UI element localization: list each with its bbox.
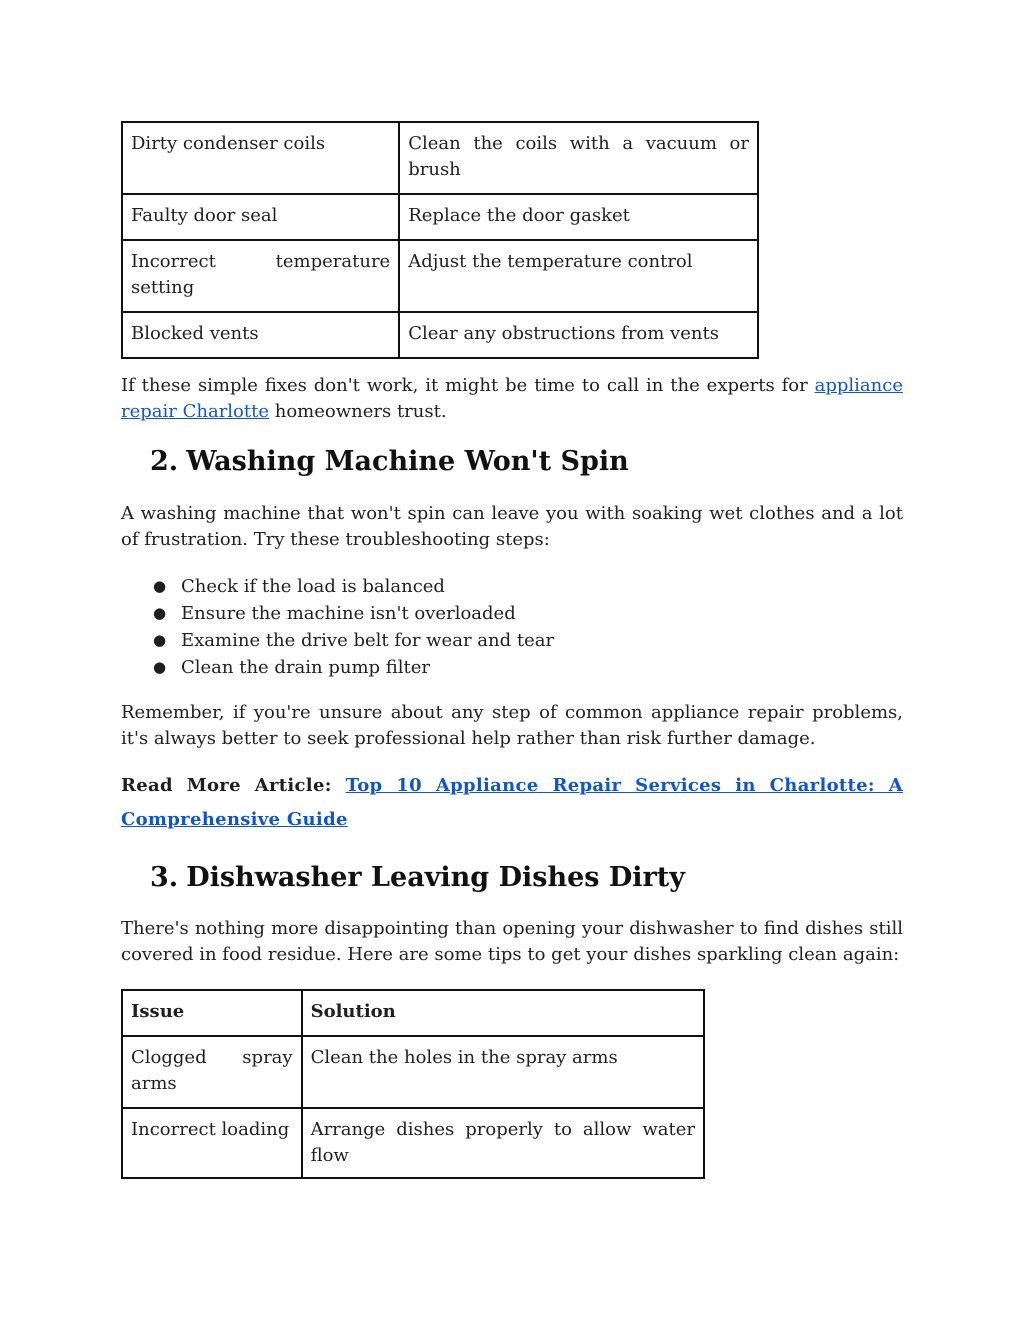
heading-title: Dishwasher Leaving Dishes Dirty	[186, 862, 685, 893]
issue-cell: Faulty door seal	[122, 194, 399, 240]
expert-help-paragraph	[121, 373, 903, 425]
issue-cell: Blocked vents	[122, 312, 399, 358]
solution-cell: Replace the door gasket	[399, 194, 758, 240]
paragraph-text: If these simple fixes don't work, it might be time to call in the experts for	[121, 375, 815, 396]
issue-cell: Dirty condenser coils	[122, 122, 399, 194]
read-more-link[interactable]: Top 10 Appliance Repair Services in Charlotte: A Comprehensive Guide	[121, 775, 903, 830]
list-item-text: Ensure the machine isn't overloaded	[181, 603, 516, 624]
solution-cell: Clean the coils with a vacuum or brush	[399, 122, 758, 194]
issue-cell: Incorrect loading	[122, 1108, 302, 1178]
table-header-row	[122, 990, 704, 1036]
read-more-line	[121, 769, 903, 837]
solution-cell: Arrange dishes properly to allow water flow	[302, 1108, 704, 1178]
bullet-icon: ●	[153, 631, 167, 649]
column-header-solution: Solution	[302, 990, 704, 1036]
dishwasher-intro: There's nothing more disappointing than opening your dishwasher to find dishes still covered in food residue. Here are some tips to get your dishes sparkling clean again:	[121, 918, 903, 965]
table-row	[122, 240, 758, 312]
heading-number: 3.	[150, 862, 179, 893]
column-header-issue: Issue	[122, 990, 302, 1036]
fridge-issues-table	[121, 121, 759, 359]
issue-cell: Incorrect temperature setting	[122, 240, 399, 312]
table-row	[122, 312, 758, 358]
list-item-text: Clean the drain pump filter	[181, 657, 431, 678]
read-more-label: Read More Article:	[121, 775, 332, 796]
solution-cell: Clean the holes in the spray arms	[302, 1036, 704, 1108]
bullet-icon: ●	[153, 604, 167, 622]
section-heading-washing-machine	[150, 445, 629, 479]
list-item	[121, 600, 903, 627]
list-item	[121, 573, 903, 600]
table-row	[122, 1108, 704, 1178]
heading-title: Washing Machine Won't Spin	[186, 446, 629, 477]
table-row	[122, 122, 758, 194]
list-item	[121, 654, 903, 681]
table-row	[122, 1036, 704, 1108]
bullet-icon: ●	[153, 658, 167, 676]
heading-number: 2.	[150, 446, 179, 477]
appliance-repair-link[interactable]: appliance repair Charlotte	[121, 375, 903, 422]
section-heading-dishwasher	[150, 861, 685, 895]
list-item	[121, 627, 903, 654]
dishwasher-issues-table	[121, 989, 705, 1179]
list-item-text: Examine the drive belt for wear and tear	[181, 630, 555, 651]
washing-machine-intro: A washing machine that won't spin can leave you with soaking wet clothes and a lot of frustration. Try these troubleshooting steps:	[121, 503, 903, 550]
list-item-text: Check if the load is balanced	[181, 576, 445, 597]
table-row	[122, 194, 758, 240]
solution-cell: Adjust the temperature control	[399, 240, 758, 312]
bullet-icon: ●	[153, 577, 167, 595]
troubleshooting-list	[121, 573, 903, 681]
issue-cell: Clogged spray arms	[122, 1036, 302, 1108]
paragraph-text: homeowners trust.	[269, 401, 447, 422]
reminder-paragraph: Remember, if you're unsure about any step of common appliance repair problems, it's always better to seek professional help rather than risk further damage.	[121, 702, 903, 749]
solution-cell: Clear any obstructions from vents	[399, 312, 758, 358]
